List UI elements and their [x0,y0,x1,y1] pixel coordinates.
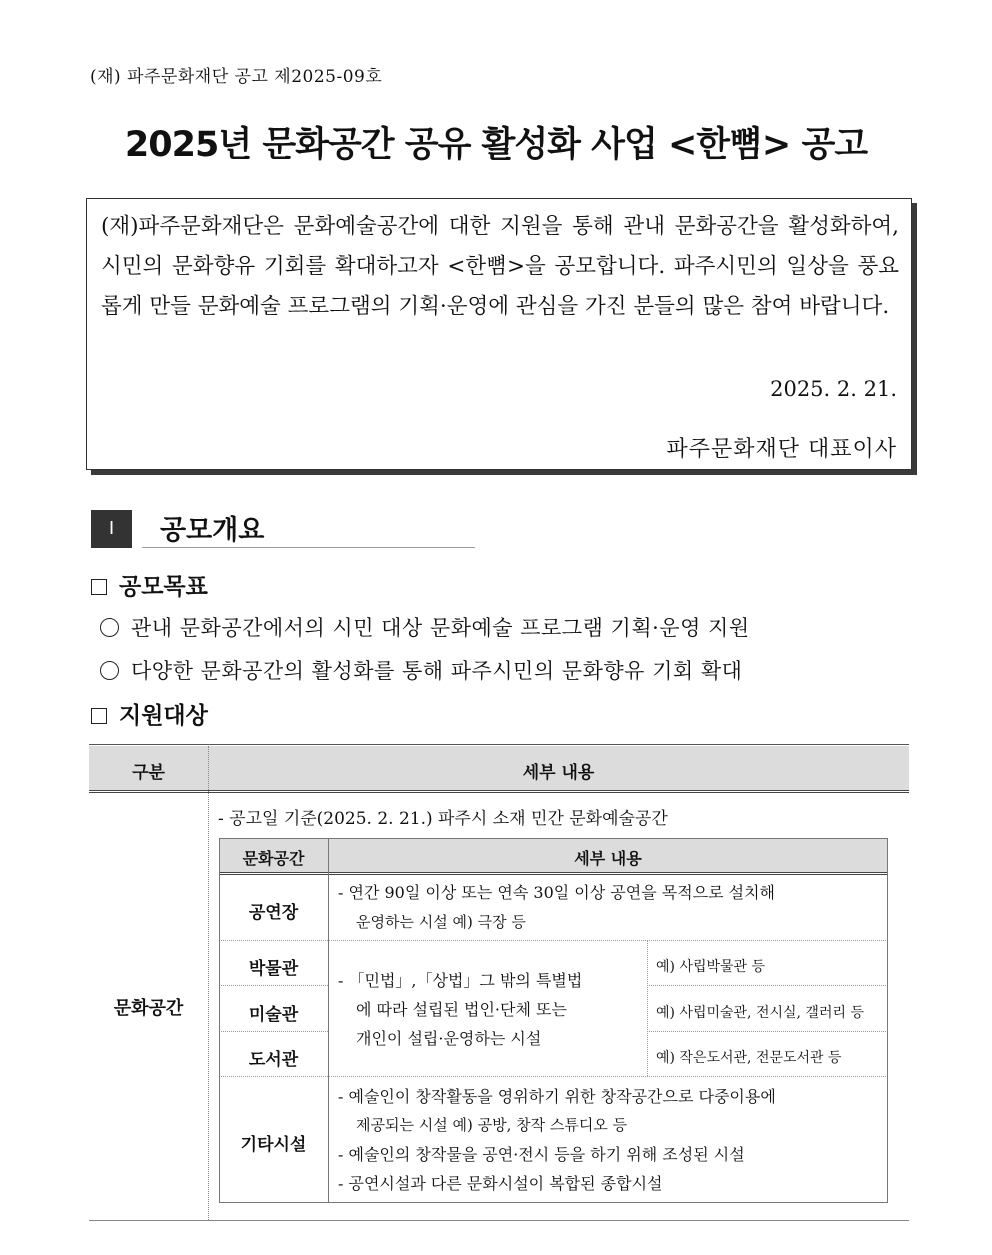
shared-detail: 개인이 설립·운영하는 시설 [356,1029,542,1048]
inner-column-divider [328,838,329,1202]
goal-item [100,655,742,685]
inner-border [219,838,888,839]
row-name-other: 기타시설 [240,1135,307,1155]
target-heading-label: 지원대상 [119,703,208,729]
table-header-divider [89,790,909,791]
row-divider [219,1076,888,1077]
category-label: 문화공간 [113,998,184,1019]
row-detail-performance: - 연간 90일 이상 또는 연속 30일 이상 공연을 목적으로 설치해 [338,883,776,902]
notice-number: (재) 파주문화재단 공고 제2025-09호 [90,67,383,87]
table-header-category: 구분 [132,763,165,783]
square-bullet-icon [91,579,107,595]
row-divider [647,985,888,986]
table-column-divider [208,746,209,1220]
row-detail-other: 제공되는 시설 예) 공방, 창작 스튜디오 등 [356,1116,628,1134]
example-gallery: 예) 사립미술관, 전시실, 갤러리 등 [656,1005,864,1021]
row-divider [219,985,328,986]
intro-date: 2025. 2. 21. [770,377,897,401]
row-name-museum: 박물관 [248,959,299,979]
table-header-details: 세부 내용 [522,763,595,783]
row-name-performance: 공연장 [248,903,299,923]
inner-header-details: 세부 내용 [574,849,642,868]
intro-body: (재)파주문화재단은 문화예술공간에 대한 지원을 통해 관내 문화공간을 활성화하여, 시민의 문화향유 기회를 확대하고자 <한뼘>을 공모합니다. 파주시민의 일상을 풍요롭게 만들 문화예술 프로그램의 기획·운영에 관심을 가진 분들의 많은 참여 바랍니다. [101,214,899,319]
square-bullet-icon [91,708,107,724]
goals-heading [91,568,208,601]
inner-table [219,838,888,1202]
goal-item-text: 다양한 문화공간의 활성화를 통해 파주시민의 문화향유 기회 확대 [131,659,743,683]
circle-bullet-icon [100,661,119,680]
table-top-border [89,744,909,745]
target-heading [91,697,208,730]
intro-box [86,198,912,470]
shared-detail: 에 따라 설립된 법인·단체 또는 [356,1000,567,1019]
inner-header-divider [219,874,888,875]
table-header-divider [89,792,909,793]
goal-item [100,612,750,642]
row-name-library: 도서관 [248,1050,299,1070]
row-divider [219,940,888,941]
inner-border [219,1202,888,1203]
page-title: 2025년 문화공간 공유 활성화 사업 <한뼘> 공고 [124,125,868,165]
row-detail-other: - 공연시설과 다른 문화시설이 복합된 종합시설 [338,1174,663,1193]
section-title: 공모개요 [160,515,265,546]
row-divider [647,1031,888,1032]
circle-bullet-icon [100,618,119,637]
goals-heading-label: 공모목표 [119,574,208,600]
table-bottom-border [89,1220,909,1221]
section-underline [142,547,475,548]
row-detail-performance: 운영하는 시설 예) 극장 등 [356,913,526,931]
inner-header-divider [219,872,888,873]
goal-item-text: 관내 문화공간에서의 시민 대상 문화예술 프로그램 기획·운영 지원 [131,616,750,640]
inner-header-space: 문화공간 [242,849,305,868]
example-museum: 예) 사립박물관 등 [656,959,766,975]
intro-signature: 파주문화재단 대표이사 [666,437,897,462]
lead-line: - 공고일 기준(2025. 2. 21.) 파주시 소재 민간 문화예술공간 [218,809,668,829]
inner-border [887,838,888,1202]
example-library: 예) 작은도서관, 전문도서관 등 [656,1050,842,1066]
row-name-gallery: 미술관 [248,1005,299,1025]
section-number: Ⅰ [91,510,132,548]
shared-detail: - 「민법」,「상법」그 밖의 특별법 [338,971,583,990]
row-detail-other: - 예술인이 창작활동을 영위하기 위한 창작공간으로 다중이용에 [338,1087,776,1106]
row-detail-other: - 예술인의 창작물을 공연·전시 등을 하기 위해 조성된 시설 [338,1145,745,1164]
row-divider [219,1031,328,1032]
example-column-divider [647,940,648,1076]
